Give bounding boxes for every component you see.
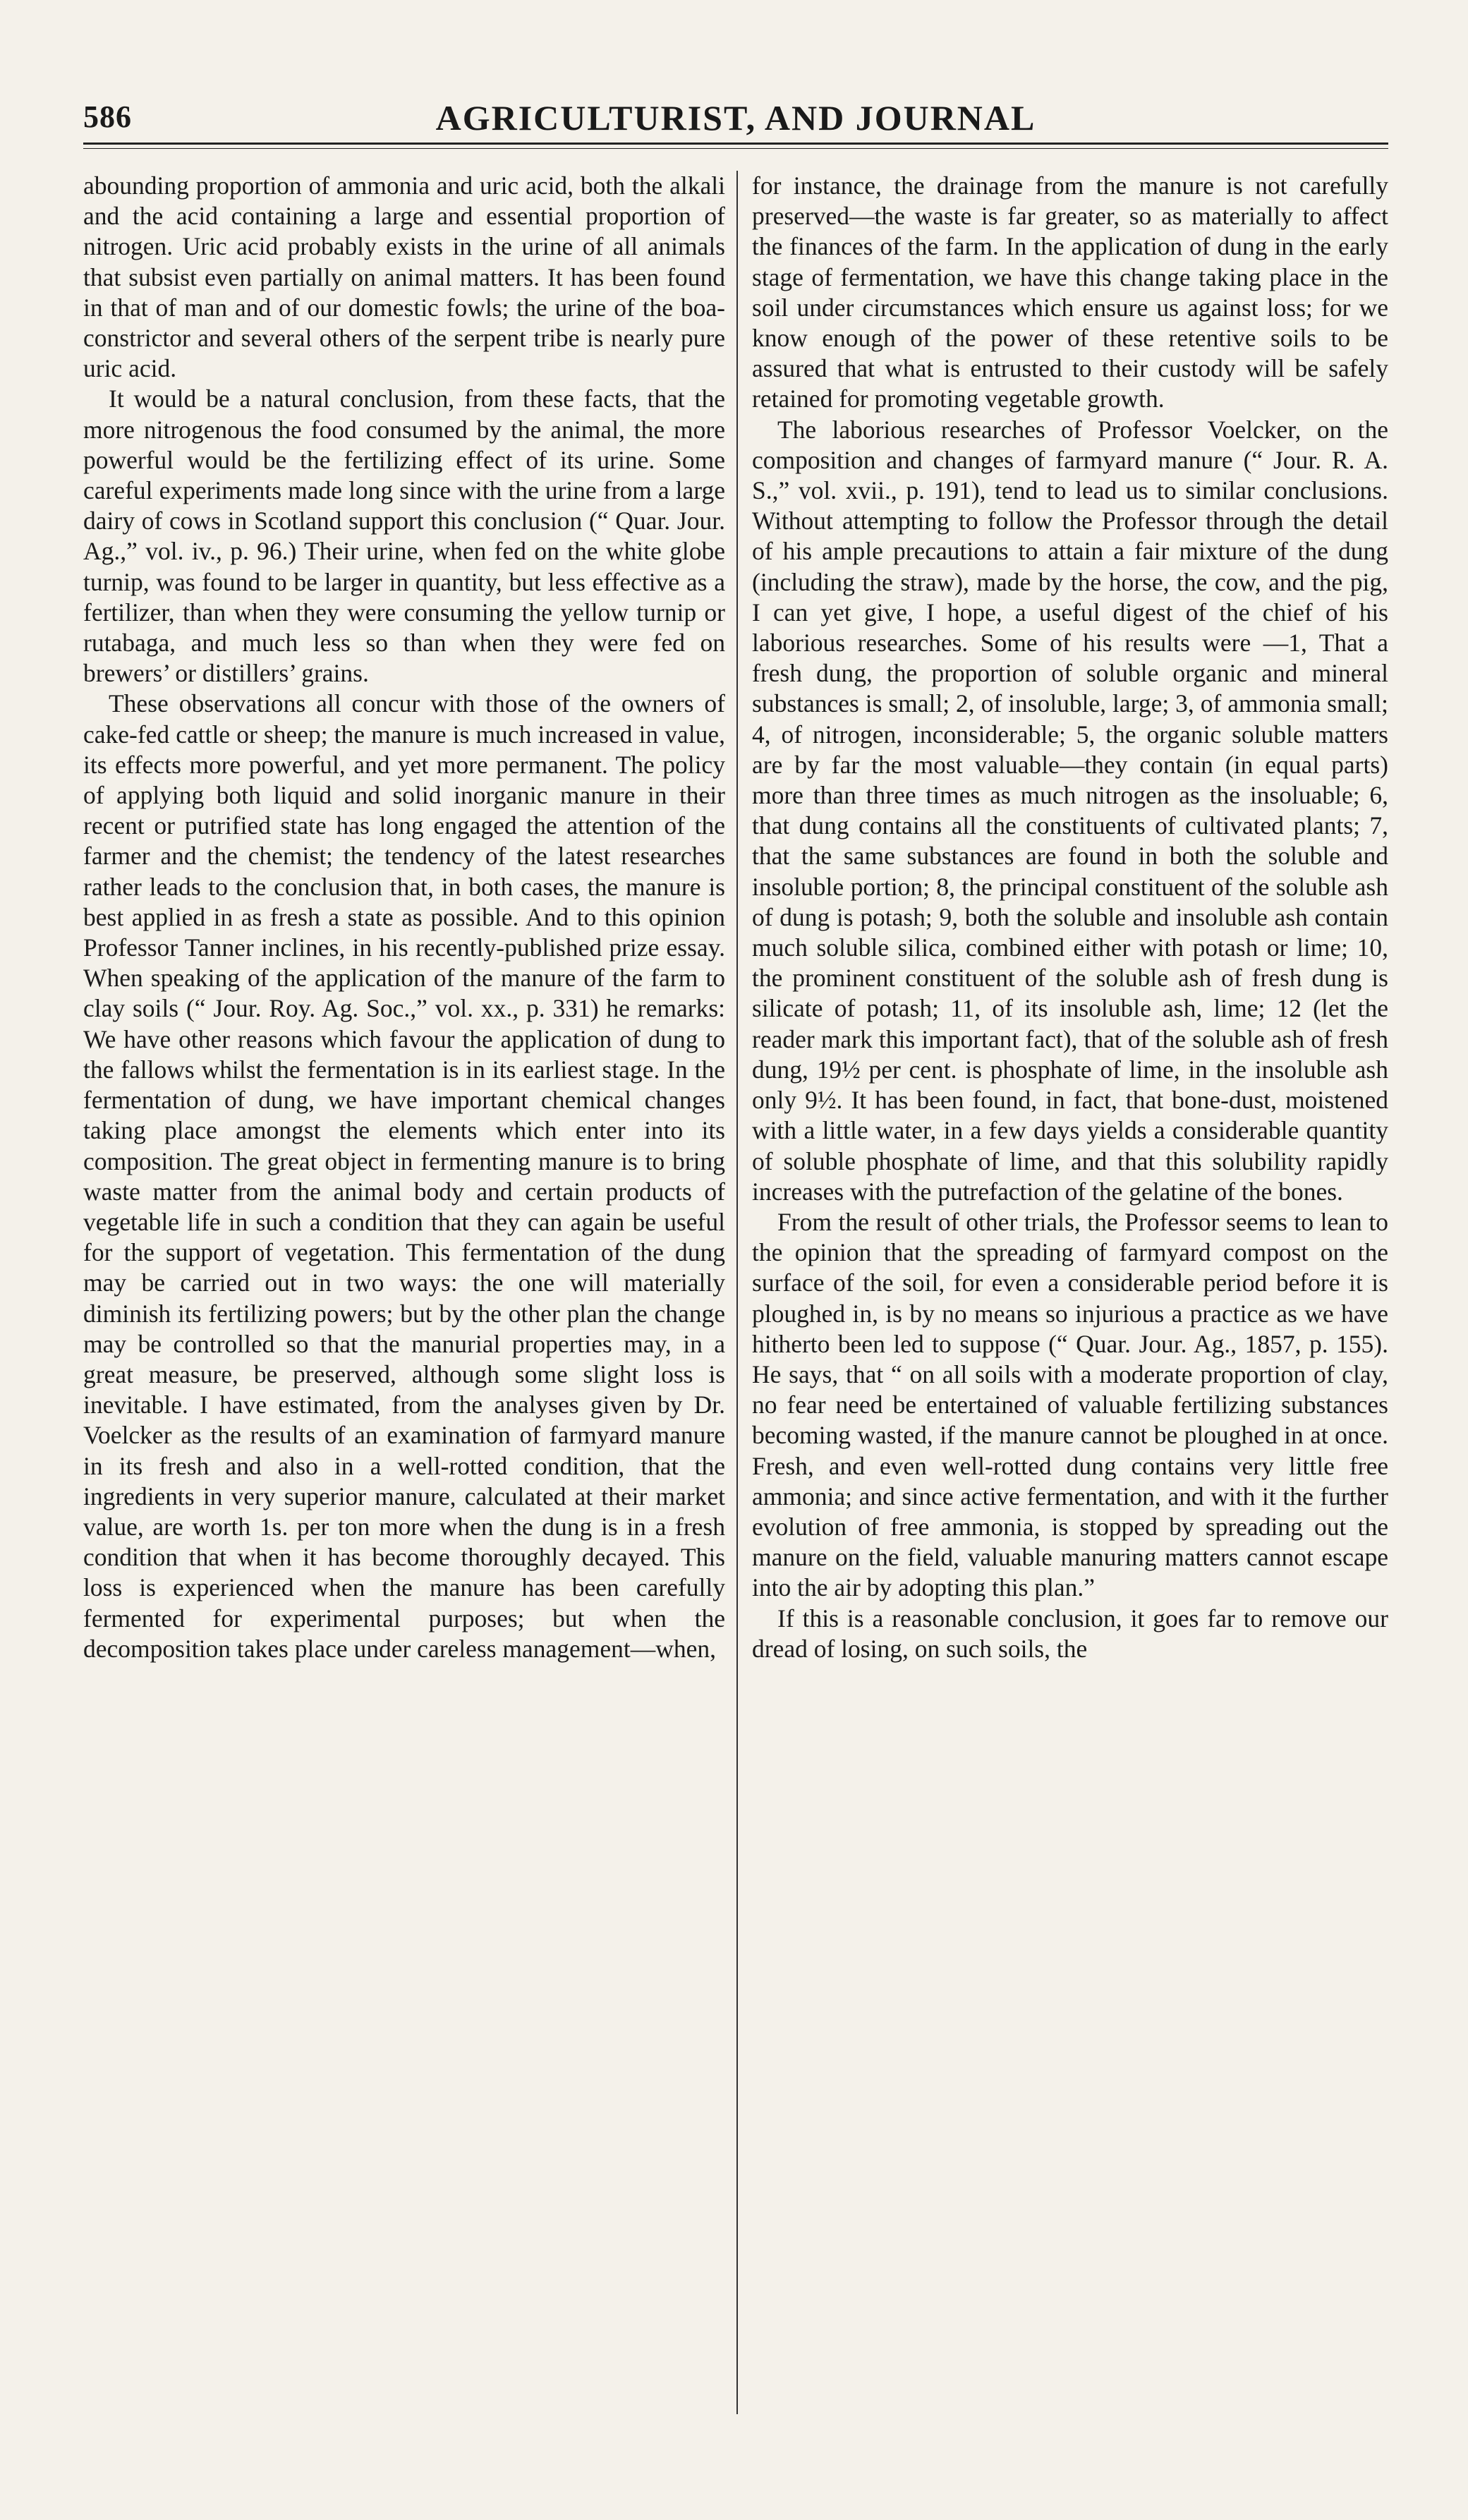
text-columns: [83, 171, 1388, 2441]
paragraph: for instance, the drainage from the manure is not carefully preserved—the waste is far greater, so as materially to affect the finances of the farm. In the application of dung in the early stage of fermentation, we have this change taking place in the soil under circumstances which ensure us against loss; for we know enough of the power of these retentive soils to be assured that what is entrusted to their custody will be safely retained for promoting vegetable growth.: [752, 171, 1388, 413]
paragraph: These observations all concur with those of the owners of cake-fed cattle or sheep; the manure is much increased in value, its effects more powerful, and yet more permanent. The policy of applying both liquid and solid inorganic manure in their recent or putrified state has long engaged the attention of the farmer and the chemist; the tendency of the latest researches rather leads to the conclusion that, in both cases, the manure is best applied in as fresh a state as possible. And to this opinion Professor Tanner inclines, in his recently-published prize essay. When speaking of the application of the manure of the farm to clay soils (“ Jour. Roy. Ag. Soc.,” vol. xx., p. 331) he remarks: We have other reasons which favour the application of dung to the fallows whilst the fermentation is in its earliest stage. In the fermentation of dung, we have important chemical changes taking place amongst the elements which enter into its composition. The great object in fermenting manure is to bring waste matter from the animal body and certain products of vegetable life in such a condition that they can again be useful for the support of vegetation. This fermentation of the dung may be carried out in two ways: the one will materially diminish its fertilizing powers; but by the other plan the change may be controlled so that the manurial properties may, in a great measure, be preserved, although some slight loss is inevitable. I have estimated, from the analyses given by Dr. Voelcker as the results of an examination of farmyard manure in its fresh and also in a well-rotted condition, that the ingredients in very superior manure, calculated at their market value, are worth 1s. per ton more when the dung is in a fresh condition that when it has become thoroughly decayed. This loss is experienced when the manure has been carefully fermented for experimental purposes; but when the decomposition takes place under careless management—when,: [83, 689, 725, 1663]
paragraph: From the result of other trials, the Professor seems to lean to the opinion that the spreading of farmyard compost on the surface of the soil, for even a considerable period before it is ploughed in, is by no means so injurious a practice as we have hitherto been led to suppose (“ Quar. Jour. Ag., 1857, p. 155). He says, that “ on all soils with a moderate proportion of clay, no fear need be entertained of valuable fertilizing substances becoming wasted, if the manure cannot be ploughed in at once. Fresh, and even well-rotted dung contains very little free ammonia; and since active fermentation, and with it the further evolution of free ammonia, is stopped by spreading out the manure on the field, valuable manuring matters cannot escape into the air by adopting this plan.”: [752, 1207, 1388, 1602]
paragraph: The laborious researches of Professor Voelcker, on the composition and changes of farmyard manure (“ Jour. R. A. S.,” vol. xvii., p. 191), tend to lead us to similar conclusions. Without attempting to follow the Professor through the detail of his ample precautions to attain a fair mixture of the dung (including the straw), made by the horse, the cow, and the pig, I can yet give, I hope, a useful digest of the chief of his laborious researches. Some of his results were —1, That a fresh dung, the proportion of soluble organic and mineral substances is small; 2, of insoluble, large; 3, of ammonia small; 4, of nitrogen, inconsiderable; 5, the organic soluble matters are by far the most valuable—they contain (in equal parts) more than three times as much nitrogen as the insoluable; 6, that dung contains all the constituents of cultivated plants; 7, that the same substances are found in both the soluble and insoluble portion; 8, the principal constituent of the soluble ash of dung is potash; 9, both the soluble and insoluble ash contain much soluble silica, combined either with potash or lime; 10, the prominent constituent of the soluble ash of fresh dung is silicate of potash; 11, of its insoluble ash, lime; 12 (let the reader mark this important fact), that of the soluble ash of fresh dung, 19½ per cent. is phosphate of lime, in the insoluble ash only 9½. It has been found, in fact, that bone-dust, moistened with a little water, in a few days yields a considerable quantity of soluble phosphate of lime, and that this solubility rapidly increases with the putrefaction of the gelatine of the bones.: [752, 415, 1388, 1206]
right-column: [752, 171, 1388, 1664]
left-column: [83, 171, 725, 1664]
paragraph: abounding proportion of ammonia and uric acid, both the alkali and the acid containing a large and essential proportion of nitrogen. Uric acid probably exists in the urine of all animals that subsist even partially on animal matters. It has been found in that of man and of our domestic fowls; the urine of the boa-constrictor and several others of the serpent tribe is nearly pure uric acid.: [83, 171, 725, 383]
page-header: [83, 92, 1388, 141]
paragraph: If this is a reasonable conclusion, it goes far to remove our dread of losing, on such soils, the: [752, 1604, 1388, 1663]
header-rule: [83, 143, 1388, 145]
header-rule-thin: [83, 148, 1388, 149]
running-head: AGRICULTURIST, AND JOURNAL: [435, 98, 1036, 138]
paragraph: It would be a natural conclusion, from these facts, that the more nitrogenous the food consumed by the animal, the more powerful would be the fertilizing effect of its urine. Some careful experiments made long since with the urine from a large dairy of cows in Scotland support this conclusion (“ Quar. Jour. Ag.,” vol. iv., p. 96.) Their urine, when fed on the white globe turnip, was found to be larger in quantity, but less effective as a fertilizer, than when they were consuming the yellow turnip or rutabaga, and much less so than when they were fed on brewers’ or distillers’ grains.: [83, 384, 725, 688]
page: [83, 92, 1388, 2441]
column-divider: [736, 171, 738, 2414]
page-number: 586: [83, 99, 132, 134]
